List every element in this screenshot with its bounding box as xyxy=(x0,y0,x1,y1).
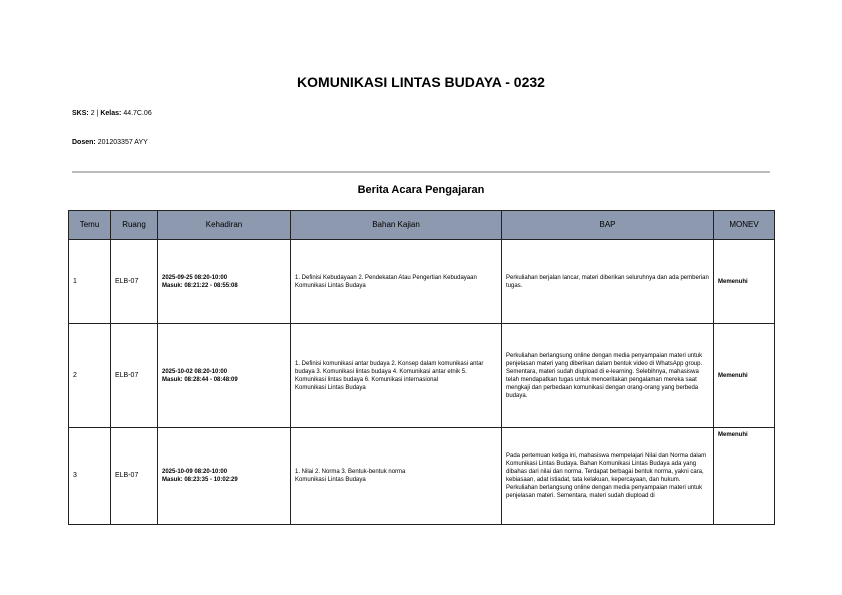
page-title: KOMUNIKASI LINTAS BUDAYA - 0232 xyxy=(297,74,545,90)
cell-bap: Perkuliahan berjalan lancar, materi diberikan seluruhnya dan ada pemberian tugas. xyxy=(502,240,714,324)
teaching-report-table xyxy=(68,210,775,525)
topic-text: 1. Definisi Kebudayaan 2. Pendekatan Atau Pengertian Kebudayaan xyxy=(295,274,477,281)
column-header-kehadiran: Kehadiran xyxy=(158,211,291,240)
cell-kehadiran xyxy=(158,240,291,324)
dosen-value: 201203357 AYY xyxy=(97,139,148,146)
cell-ruang: ELB-07 xyxy=(111,324,158,428)
cell-kehadiran xyxy=(158,428,291,525)
divider xyxy=(72,171,770,173)
class-info: SKS: 2 | Kelas: 44.7C.06 xyxy=(72,110,152,117)
column-header-bahan-kajian: Bahan Kajian xyxy=(291,211,502,240)
cell-ruang: ELB-07 xyxy=(111,240,158,324)
column-header-temu: Temu xyxy=(69,211,111,240)
topic-text: 1. Definisi komunikasi antar budaya 2. Konsep dalam komunikasi antar budaya 3. Komunikasi lintas budaya 4. Komunikasi antar etnik 5. Komunikasi lintas budaya 6. Komunikasi internasional xyxy=(295,360,484,383)
cell-monev: Memenuhi xyxy=(714,324,775,428)
cell-bahan-kajian xyxy=(291,324,502,428)
column-header-bap: BAP xyxy=(502,211,714,240)
table-row xyxy=(69,240,775,324)
cell-temu: 1 xyxy=(69,240,111,324)
course-text: Komunikasi Lintas Budaya xyxy=(295,282,366,289)
cell-kehadiran xyxy=(158,324,291,428)
cell-bap: Pada pertemuan ketiga ini, mahasiswa mempelajari Nilai dan Norma dalam Komunikasi Lintas Budaya. Bahan Komunikasi Lintas Budaya ada yang dibahas dari nilai dan norma. Terdapat berbagai bentuk norma, yakni cara, kebiasaan, adat istiadat, tata kelakuan, kepercayaan, dan hukum. Perkuliahan berlangsung online dengan media penyampaian materi untuk penjelasan materi. Sementara, materi sudah diupload di xyxy=(502,428,714,525)
sks-label: SKS xyxy=(72,110,87,117)
table-row xyxy=(69,428,775,525)
cell-bahan-kajian xyxy=(291,428,502,525)
course-text: Komunikasi Lintas Budaya xyxy=(295,384,366,391)
attendance-text: Masuk: 08:23:35 - 10:02:29 xyxy=(162,477,238,483)
schedule-text: 2025-10-09 08:20-10:00 xyxy=(162,469,228,475)
sks-value: 2 xyxy=(90,110,95,117)
kelas-label: Kelas xyxy=(100,110,120,117)
cell-temu: 2 xyxy=(69,324,111,428)
kelas-value: 44.7C.06 xyxy=(123,110,152,117)
attendance-text: Masuk: 08:28:44 - 08:48:09 xyxy=(162,376,238,383)
cell-monev: Memenuhi xyxy=(714,240,775,324)
cell-bap: Perkuliahan berlangsung online dengan media penyampaian materi untuk penjelasan materi yang diberikan dalam bentuk video di WhatsApp group. Sementara, materi sudah diupload di e-learning. Selebihnya, mahasiswa telah mendapatkan tugas untuk menceritakan pengalaman mereka saat mengkaji dan perbedaan komunikasi dengan orang-orang yang berbeda budaya. xyxy=(502,324,714,428)
cell-bahan-kajian xyxy=(291,240,502,324)
lecturer-info: Dosen: 201203357 AYY xyxy=(72,139,148,146)
section-title: Berita Acara Pengajaran xyxy=(357,184,485,196)
dosen-label: Dosen xyxy=(72,139,94,146)
cell-temu: 3 xyxy=(69,428,111,525)
schedule-text: 2025-09-25 08:20-10:00 xyxy=(162,274,228,281)
column-header-ruang: Ruang xyxy=(111,211,158,240)
table-row xyxy=(69,324,775,428)
topic-text: 1. Nilai 2. Norma 3. Bentuk-bentuk norma xyxy=(295,469,406,475)
column-header-monev: MONEV xyxy=(714,211,775,240)
table-header-row xyxy=(69,211,775,240)
attendance-text: Masuk: 08:21:22 - 08:55:08 xyxy=(162,282,238,289)
cell-ruang: ELB-07 xyxy=(111,428,158,525)
course-text: Komunikasi Lintas Budaya xyxy=(295,477,366,483)
cell-monev: Memenuhi xyxy=(714,428,775,525)
schedule-text: 2025-10-02 08:20-10:00 xyxy=(162,368,228,375)
